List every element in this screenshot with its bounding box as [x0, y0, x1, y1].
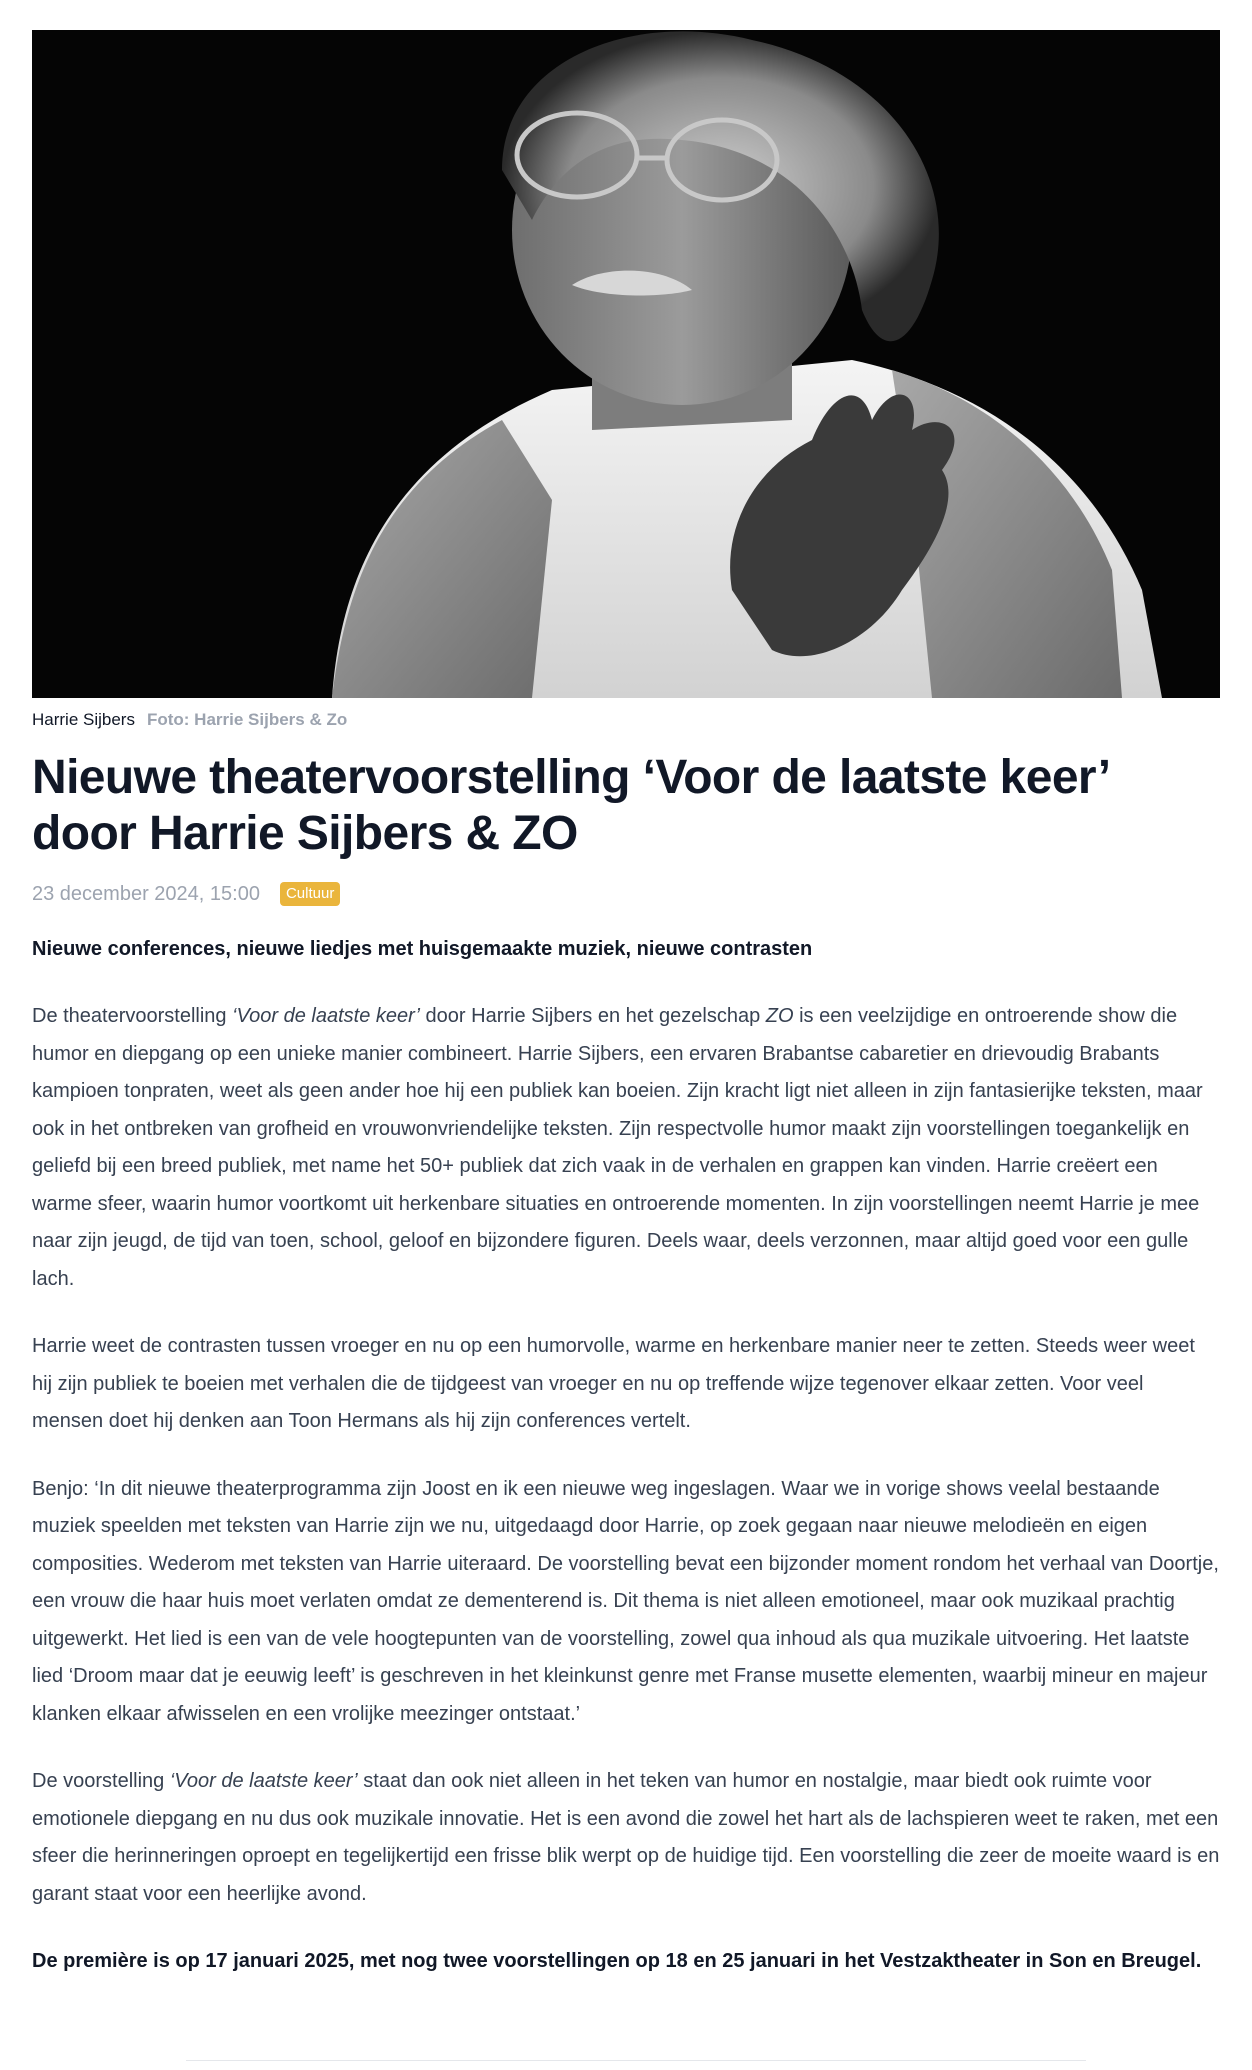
divider	[186, 2060, 1086, 2061]
paragraph-4	[32, 1763, 1220, 1913]
paragraph-2: Harrie weet de contrasten tussen vroeger en nu op een humorvolle, warme en herkenbare manier neer te zetten. Steeds weer weet hij zijn publiek te boeien met verhalen die de tijdgeest van vroeger en nu op treffende wijze tegenover elkaar zetten. Voor veel mensen doet hij denken aan Toon Hermans als hij zijn conferences vertelt.	[32, 1335, 1195, 1432]
paragraph-1	[32, 998, 1220, 1298]
paragraph-4-text-a: De voorstelling	[32, 1770, 170, 1792]
article-title: Nieuwe theatervoorstelling ‘Voor de laatste keer’ door Harrie Sijbers & ZO	[32, 751, 1108, 860]
article-body	[32, 998, 1220, 1981]
caption-name: Harrie Sijbers	[32, 710, 135, 729]
paragraph-4-text-c: staat dan ook niet alleen in het teken van humor en nostalgie, maar biedt ook ruimte voor emotionele diepgang en nu dus ook muzikale innovatie. Het is een avond die zowel het hart als de lachspieren weet te raken, met een sfeer die herinneringen oproept en tegelijkertijd een frisse blik werpt op de huidige tijd. Een voorstelling die zeer de moeite waard is en garant staat voor een heerlijke avond.	[32, 1770, 1220, 1905]
publish-date: 23 december 2024, 15:00	[32, 882, 260, 905]
premiere-paragraph: De première is op 17 januari 2025, met nog twee voorstellingen op 18 en 25 januari in het Vestzaktheater in Son en Breugel.	[32, 1950, 1202, 1972]
article-meta	[32, 880, 1220, 908]
photo-caption	[32, 708, 1220, 732]
article-lead: Nieuwe conferences, nieuwe liedjes met huisgemaakte muziek, nieuwe contrasten	[32, 938, 813, 960]
caption-credit: Foto: Harrie Sijbers & Zo	[146, 710, 348, 729]
company-name-italic: ZO	[765, 1005, 794, 1027]
hero-photo	[32, 30, 1220, 698]
paragraph-3: Benjo: ‘In dit nieuwe theaterprogramma zijn Joost en ik een nieuwe weg ingeslagen. Waar we in vorige shows veelal bestaande muziek speelden met teksten van Harrie zijn we nu, uitgedaagd door Harrie, op zoek gegaan naar nieuwe melodieën en eigen composities. Wederom met teksten van Harrie uiteraard. De voorstelling bevat een bijzonder moment rondom het verhaal van Doortje, een vrouw die haar huis moet verlaten omdat ze dementerend is. Dit thema is niet alleen emotioneel, maar ook muzikaal prachtig uitgewerkt. Het lied is een van de vele hoogtepunten van de voorstelling, zowel qua inhoud als qua muzikale uitvoering. Het laatste lied ‘Droom maar dat je eeuwig leeft’ is geschreven in het kleinkunst genre met Franse musette elementen, waarbij mineur en majeur klanken elkaar afwisselen en een vrolijke meezinger ontstaat.’	[32, 1477, 1219, 1725]
show-title-italic-2: ‘Voor de laatste keer’	[169, 1770, 358, 1792]
category-badge[interactable]: Cultuur	[280, 882, 340, 906]
show-title-italic: ‘Voor de laatste keer’	[232, 1005, 420, 1027]
paragraph-1-text-a: De theatervoorstelling	[32, 1005, 233, 1027]
paragraph-1-text-c: door Harrie Sijbers en het gezelschap	[420, 1005, 766, 1027]
portrait-illustration	[32, 30, 1220, 698]
paragraph-1-text-e: is een veelzijdige en ontroerende show die humor en diepgang op een unieke manier combineert. Harrie Sijbers, een ervaren Brabantse cabaretier en drievoudig Brabants kampioen tonpraten, weet als geen ander hoe hij een publiek kan boeien. Zijn kracht ligt niet alleen in zijn fantasierijke teksten, maar ook in het ontbreken van grofheid en vrouwonvriendelijke teksten. Zijn respectvolle humor maakt zijn voorstellingen toegankelijk en geliefd bij een breed publiek, met name het 50+ publiek dat zich vaak in de verhalen en grappen kan vinden. Harrie creëert een warme sfeer, waarin humor voortkomt uit herkenbare situaties en ontroerende momenten. In zijn voorstellingen neemt Harrie je mee naar zijn jeugd, de tijd van toen, school, geloof en bijzondere figuren. Deels waar, deels verzonnen, maar altijd goed voor een gulle lach.	[32, 1005, 1203, 1290]
